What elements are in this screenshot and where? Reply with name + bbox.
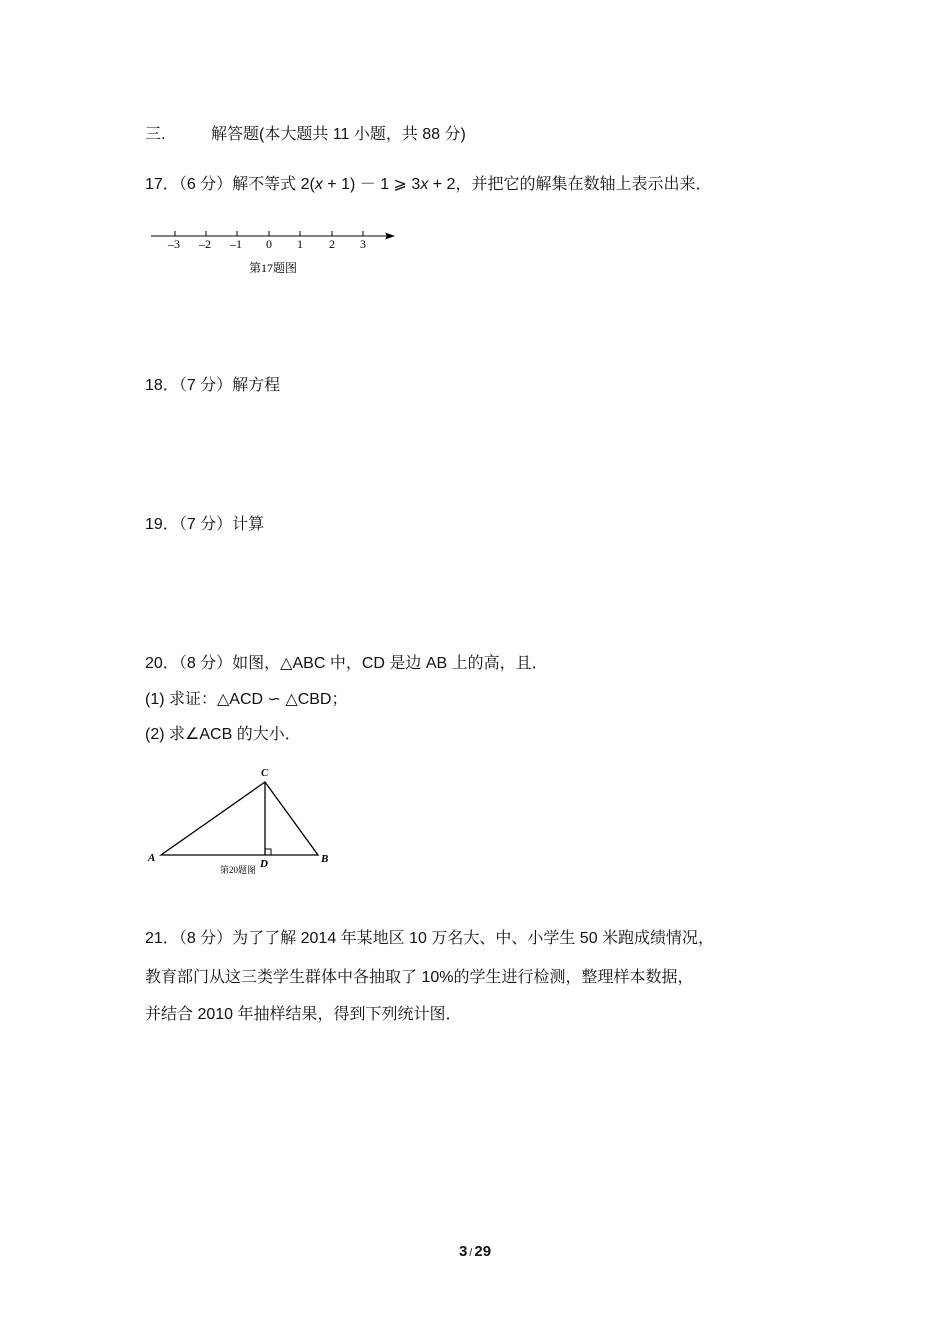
tick-label: 2 [329, 237, 335, 251]
vertex-label-a: A [148, 852, 156, 864]
tick-label: –1 [230, 237, 242, 251]
tick-label: 1 [297, 237, 303, 251]
question-21-score: （8 分） [178, 930, 233, 947]
question-20-part-1: (1) 求证：△ACD ∽ △CBD； [145, 691, 348, 708]
page-total: 29 [474, 1243, 492, 1260]
question-17-var-x2: x [420, 176, 429, 193]
question-21-line-2: 教育部门从这三类学生群体中各抽取了 10%的学生进行检测，整理样本数据， [145, 969, 694, 986]
question-17-text-b: + 1) － 1 ⩾ 3 [322, 176, 421, 193]
question-17-text-c: + 2，并把它的解集在数轴上表示出来． [428, 176, 712, 193]
tick-label: –2 [199, 237, 211, 251]
tick-label: –3 [168, 237, 180, 251]
vertex-label-c: C [261, 767, 269, 779]
question-21-line-1: 为了了解 2014 年某地区 10 万名大、中、小学生 50 米跑成绩情况， [232, 930, 715, 947]
question-17 [145, 174, 711, 196]
question-17-score: （6 分） [178, 176, 233, 193]
question-19-text: 计算 [232, 516, 265, 533]
question-18-text: 解方程 [232, 377, 281, 394]
section-title: 解答题(本大题共 11 小题，共 88 分) [211, 126, 466, 143]
question-20-text: 如图，△ABC 中，CD 是边 AB 上的高，且． [232, 655, 548, 672]
question-20 [145, 653, 548, 675]
vertex-label-d: D [260, 858, 268, 870]
page-number [0, 1243, 950, 1260]
question-17-number: 17． [145, 176, 179, 193]
question-21-line-3: 并结合 2010 年抽样结果，得到下列统计图． [145, 1006, 462, 1023]
question-18-score: （7 分） [178, 377, 233, 394]
section-heading [145, 124, 466, 146]
tick-label: 3 [360, 237, 366, 251]
page-current: 3 [458, 1243, 468, 1260]
number-line-figure [145, 224, 405, 284]
question-20-number: 20． [145, 655, 179, 672]
tick-label: 0 [266, 237, 272, 251]
triangle-figure [140, 760, 340, 880]
question-19-number: 19． [145, 516, 179, 533]
question-18-number: 18． [145, 377, 179, 394]
question-20-score: （8 分） [178, 655, 233, 672]
question-21 [145, 928, 714, 950]
section-number: 三. [145, 126, 166, 143]
question-17-var-x1: x [314, 176, 323, 193]
question-21-number: 21． [145, 930, 179, 947]
page-separator: / [469, 1247, 473, 1259]
vertex-label-b: B [321, 853, 329, 865]
figure-17-caption: 第17题图 [248, 261, 298, 275]
question-18 [145, 375, 280, 397]
question-19 [145, 514, 264, 536]
triangle-abc [161, 782, 318, 855]
question-17-text-a: 解不等式 2( [232, 176, 315, 193]
question-19-score: （7 分） [178, 516, 233, 533]
question-20-part-2: (2) 求∠ACB 的大小． [145, 726, 301, 743]
right-angle-mark [265, 849, 271, 855]
figure-20-caption: 第20题图 [220, 865, 257, 875]
